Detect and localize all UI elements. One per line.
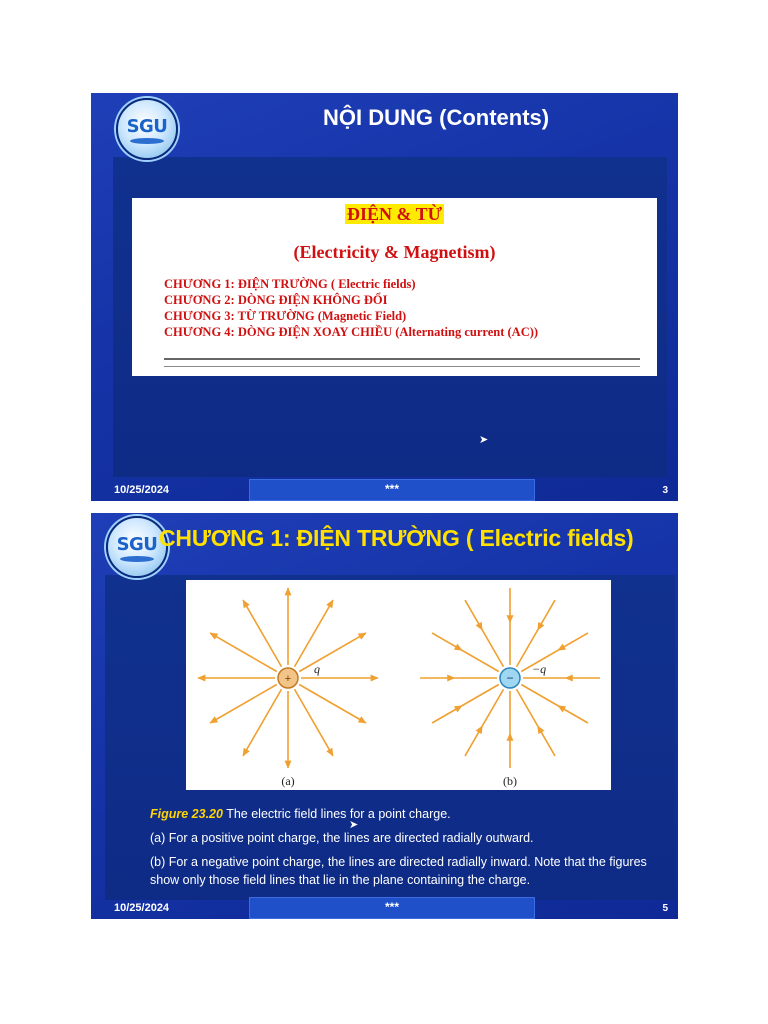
caption-line-b: (b) For a negative point charge, the lines are directed radially inward. Note that the figures show only those field lines that lie in the plane containing the charge. [150,855,647,887]
inward-field-line [517,689,556,756]
document-title: ĐIỆN & TỪ [346,204,442,224]
outward-field-line [243,600,282,667]
outward-field-line [295,600,334,667]
minus-sign: − [506,671,514,685]
outward-field-line [243,689,282,756]
figure-number: Figure 23.20 [150,807,223,821]
divider [164,358,640,367]
outward-field-line [295,689,334,756]
charge-label-q: q [314,662,320,676]
inward-arrowhead [447,675,455,682]
outward-field-line [299,633,366,672]
footer-center-box: *** [249,479,535,501]
footer-date: 10/25/2024 [114,902,170,914]
slide-chapter-1 [91,513,678,919]
sgu-logo: SGU [106,516,168,578]
chapter-list [164,276,538,340]
figure-caption [150,805,670,895]
inward-arrowhead [507,615,514,623]
charge-label-neg-q: −q [532,662,547,676]
figure-title: The electric field lines for a point charge. [222,807,451,821]
outward-arrowhead [197,675,205,682]
chapter-item: CHƯƠNG 2: DÒNG ĐIỆN KHÔNG ĐỔI [164,293,388,307]
field-lines-diagram [186,580,611,790]
inward-field-line [465,600,504,667]
footer-date: 10/25/2024 [114,484,170,496]
slide-contents [91,93,678,501]
footer-center-box: *** [249,897,535,919]
mouse-cursor-icon: ➤ [479,434,489,446]
mouse-cursor-icon: ➤ [349,819,359,831]
inward-field-line [432,633,499,672]
inward-field-line [521,685,588,724]
sgu-logo: SGU [116,98,178,160]
slide-number: 3 [662,485,668,496]
outward-arrowhead [285,587,292,595]
slide-footer [91,479,678,501]
slide-footer [91,897,678,919]
inward-field-line [465,689,504,756]
caption-line-a: (a) For a positive point charge, the lines are directed radially outward. [150,831,534,845]
outward-arrowhead [285,761,292,769]
contents-document [132,198,657,376]
document-subtitle: (Electricity & Magnetism) [293,242,496,262]
plus-sign: + [284,673,292,685]
chapter-item: CHƯƠNG 3: TỪ TRƯỜNG (Magnetic Field) [164,309,407,323]
panel-label-a: (a) [281,774,295,788]
inward-field-line [517,600,556,667]
field-lines-figure [186,580,611,790]
slide-number: 5 [662,903,668,914]
inward-arrowhead [565,675,573,682]
outward-field-line [210,685,277,724]
slide-title: NỘI DUNG (Contents) [323,105,550,130]
outward-field-line [299,685,366,724]
slide-title: CHƯƠNG 1: ĐIỆN TRƯỜNG ( Electric fields) [159,525,634,551]
outward-field-line [210,633,277,672]
inward-field-line [432,685,499,724]
outward-arrowhead [371,675,379,682]
chapter-item: CHƯƠNG 4: DÒNG ĐIỆN XOAY CHIỀU (Alternating current (AC)) [164,325,539,339]
chapter-item: CHƯƠNG 1: ĐIỆN TRƯỜNG ( Electric fields) [164,277,416,291]
inward-arrowhead [507,733,514,741]
panel-label-b: (b) [503,774,517,788]
